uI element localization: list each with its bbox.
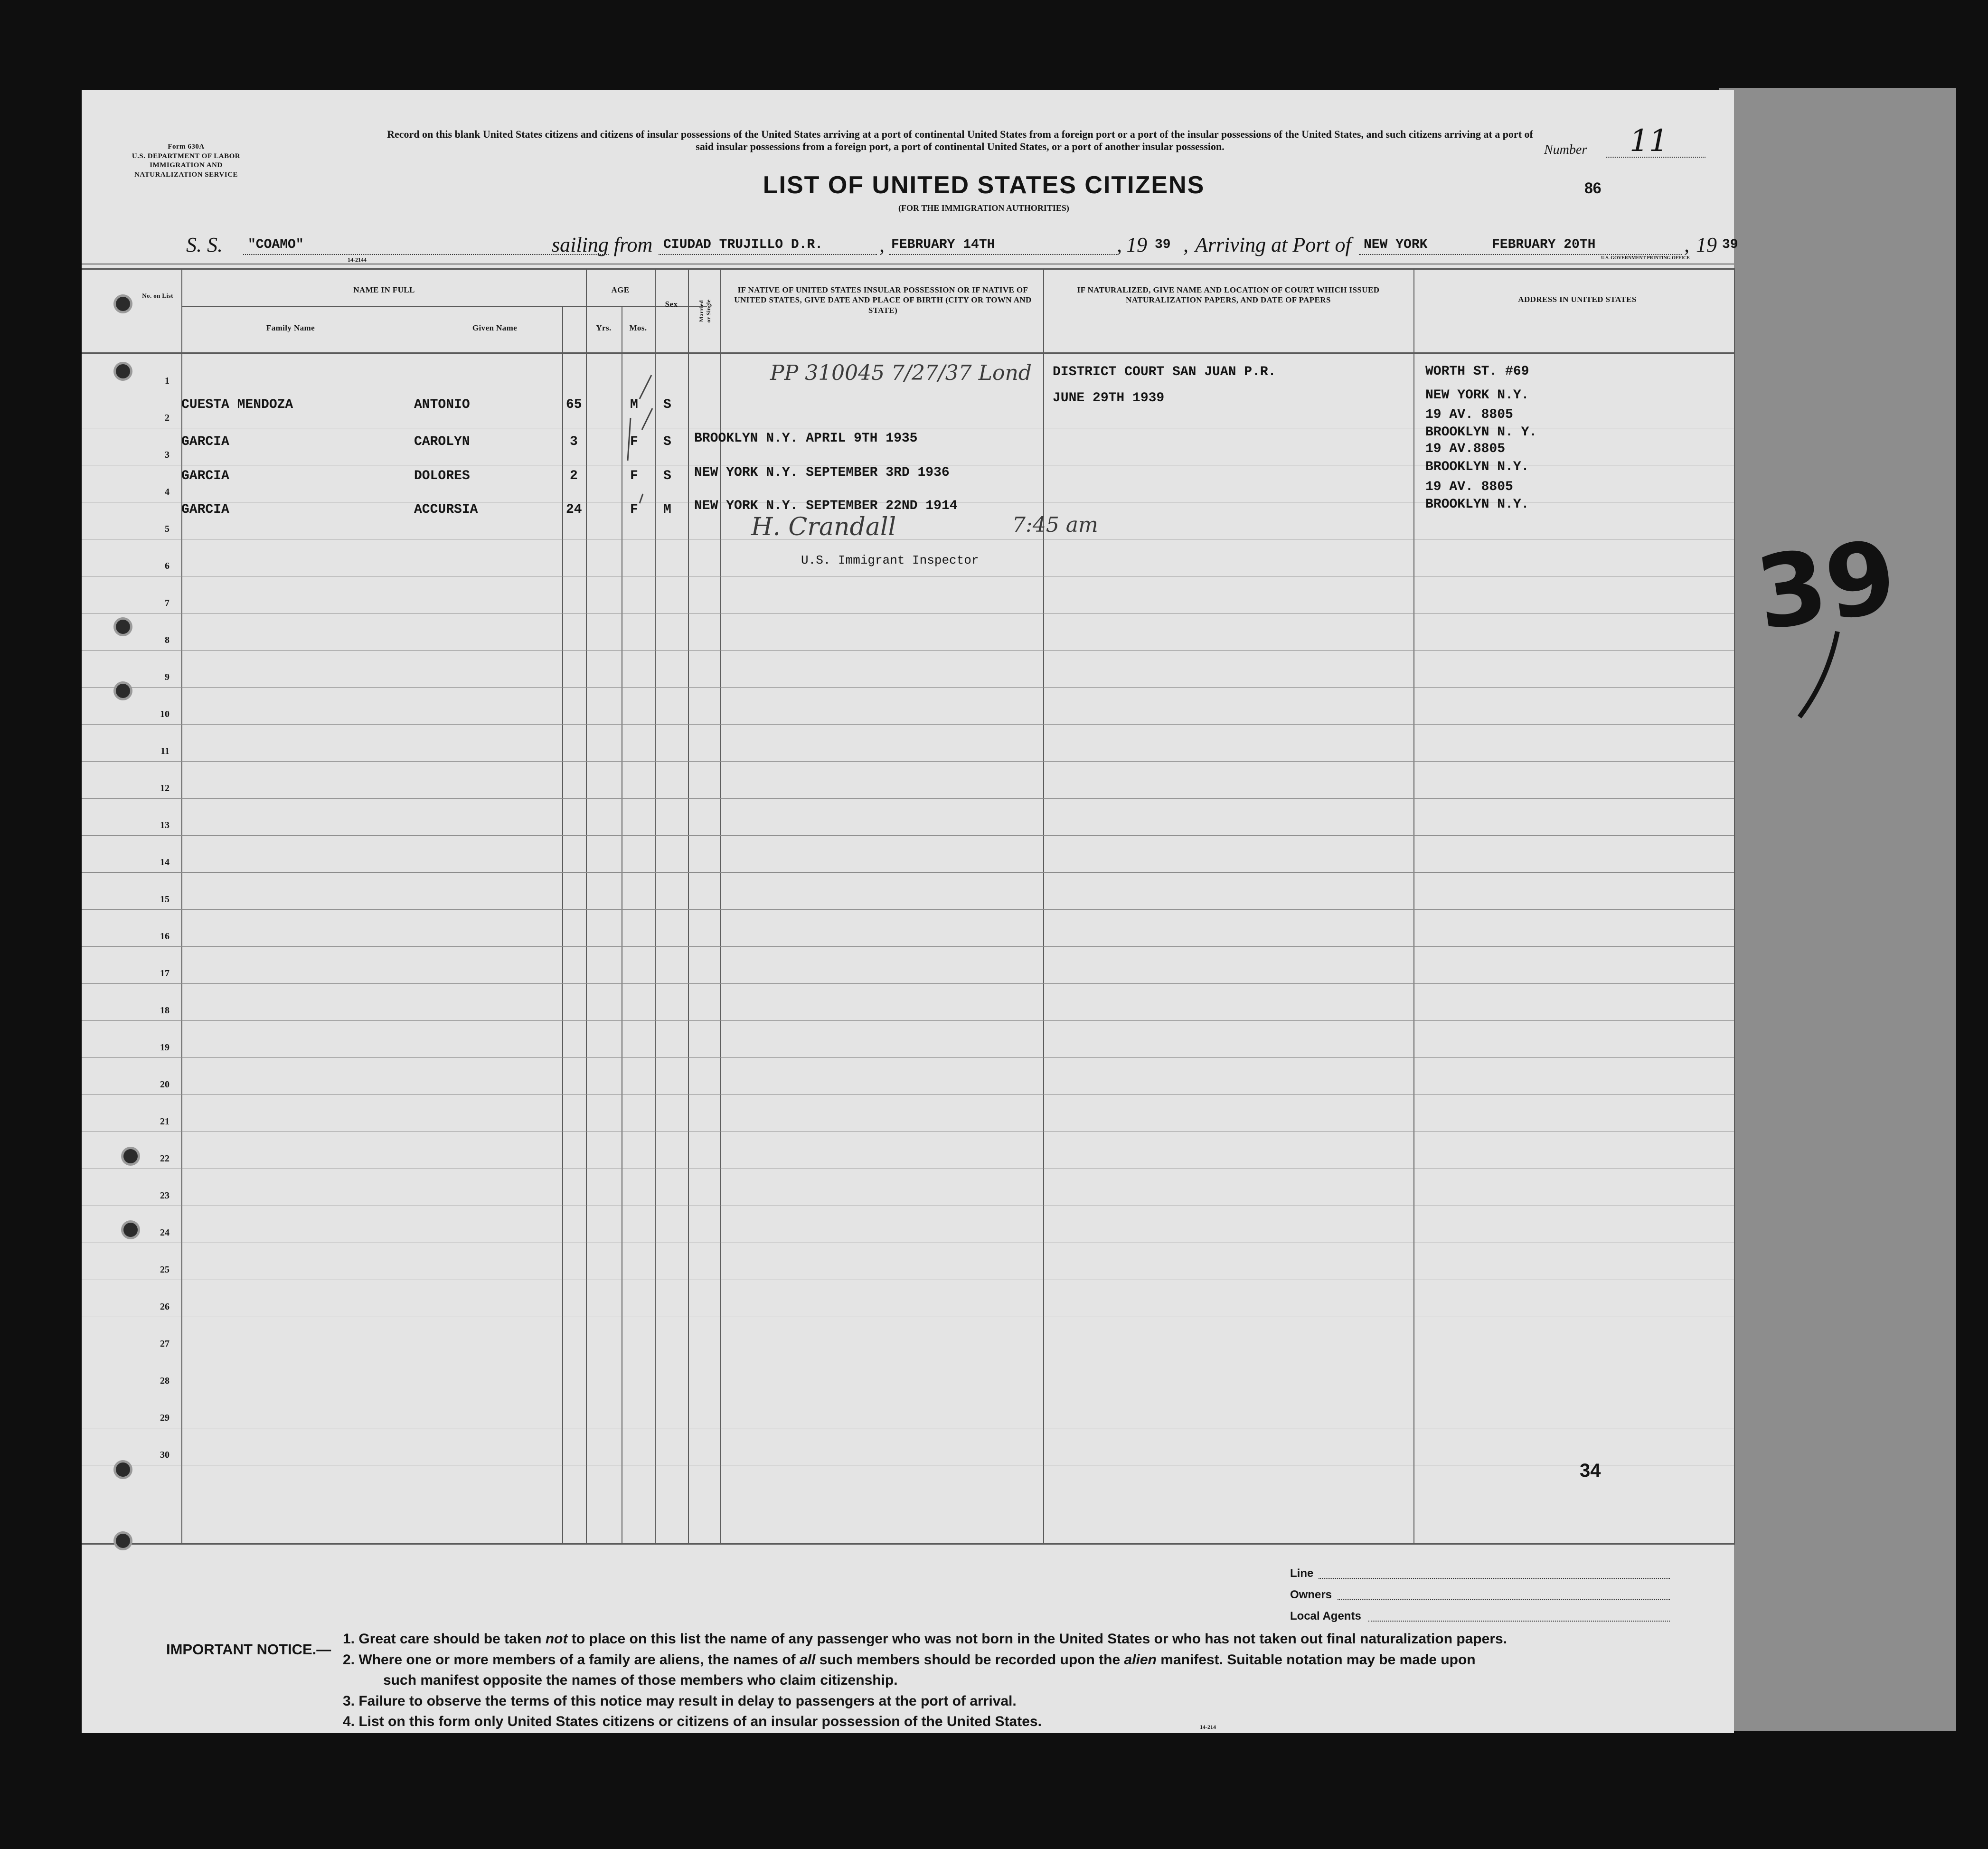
punch-hole — [116, 1534, 130, 1548]
comma: , — [879, 233, 885, 256]
col-divider-name-age — [586, 268, 587, 1545]
family-name: GARCIA — [181, 469, 229, 483]
row-number: 9 — [165, 672, 170, 682]
punch-hole — [123, 1223, 138, 1237]
hdr-no-on-list: No. on List — [142, 292, 173, 299]
naturalization-date: JUNE 29TH 1939 — [1053, 391, 1165, 406]
margin-number: 39 — [1749, 518, 1903, 653]
row-number: 5 — [165, 524, 170, 534]
form-id-line: NATURALIZATION SERVICE — [134, 170, 238, 179]
address-city: BROOKLYN N.Y. — [1425, 497, 1529, 512]
table-top-rule — [82, 268, 1734, 270]
row-number: 10 — [160, 709, 170, 719]
page-tally: 34 — [1580, 1460, 1601, 1481]
notice-heading: IMPORTANT NOTICE.— — [166, 1641, 331, 1658]
marital-status: S — [663, 434, 671, 449]
number-label: Number — [1544, 142, 1587, 157]
page-title: LIST OF UNITED STATES CITIZENS — [763, 171, 1205, 199]
form-code: 14-2144 — [348, 256, 367, 263]
sailing-from: CIUDAD TRUJILLO D.R. — [663, 237, 823, 252]
family-name: GARCIA — [181, 502, 229, 517]
line-label: Line — [1290, 1567, 1314, 1580]
footer-form-code: 14-214 — [1200, 1724, 1216, 1730]
notice-text: such members should be recorded upon the — [815, 1651, 1124, 1668]
age-years: 24 — [566, 502, 582, 517]
hdr-given-name: Given Name — [472, 323, 518, 332]
comma: , — [1183, 233, 1188, 256]
marital-status: S — [663, 397, 671, 412]
printing-office: U.S. GOVERNMENT PRINTING OFFICE — [1601, 255, 1690, 261]
sex: F — [630, 469, 638, 483]
row-rule — [82, 983, 1734, 984]
sailing-from-underline — [659, 254, 877, 255]
arrival-underline — [1359, 254, 1682, 255]
notice-item-1 — [343, 1629, 1729, 1650]
row-number: 30 — [160, 1450, 170, 1460]
row-number: 22 — [160, 1153, 170, 1164]
notice-emphasis: alien — [1124, 1651, 1157, 1668]
notice-item-3: 3. Failure to observe the terms of this notice may result in delay to passengers at the port of arrival. — [343, 1693, 1017, 1709]
margin-number-stroke — [1795, 627, 1852, 722]
row-number: 23 — [160, 1190, 170, 1201]
age-years: 65 — [566, 397, 582, 412]
given-name: CAROLYN — [414, 434, 470, 449]
given-name: ACCURSIA — [414, 502, 478, 517]
row-rule — [82, 650, 1734, 651]
col-divider-right — [1734, 268, 1735, 1545]
hdr-age: AGE — [611, 285, 630, 294]
notice-emphasis: all — [800, 1651, 816, 1668]
page-subtitle: (FOR THE IMMIGRATION AUTHORITIES) — [898, 203, 1069, 213]
notice-body — [343, 1629, 1729, 1732]
sailing-from-label: sailing from — [552, 233, 653, 256]
row-number: 15 — [160, 894, 170, 905]
family-name: CUESTA MENDOZA — [181, 397, 293, 412]
record-instruction: Record on this blank United States citizens and citizens of insular possessions of the United States arriving at a port of continental United States from a foreign port or a port of the insular possessions of the United States, and such citizens arriving at a port of said insular possessions from a foreign port, a port of continental United States, or a port of another insular possession. — [387, 128, 1533, 153]
manifest-page — [82, 90, 1738, 1733]
owners-label: Owners — [1290, 1588, 1332, 1601]
hdr-name-in-full: NAME IN FULL — [353, 285, 415, 294]
address-city: BROOKLYN N. Y. — [1425, 425, 1537, 440]
inspector-title: U.S. Immigrant Inspector — [801, 553, 979, 567]
col-divider-family — [562, 306, 563, 1545]
row-number: 27 — [160, 1339, 170, 1349]
table-bottom-rule — [82, 1543, 1734, 1545]
row-rule — [82, 724, 1734, 725]
given-name: ANTONIO — [414, 397, 470, 412]
notice-item-2 — [343, 1650, 1729, 1670]
notice-item-2-cont: such manifest opposite the names of those members who claim citizenship. — [383, 1672, 898, 1688]
birth-info: NEW YORK N.Y. SEPTEMBER 3RD 1936 — [694, 465, 950, 480]
marital-status: M — [663, 502, 671, 517]
hdr-family-name: Family Name — [266, 323, 315, 332]
ss-label: S. S. — [186, 233, 223, 256]
hdr-address: ADDRESS IN UNITED STATES — [1518, 295, 1637, 304]
local-agents-label: Local Agents — [1290, 1610, 1361, 1623]
age-years: 2 — [570, 469, 578, 483]
row-number: 26 — [160, 1302, 170, 1312]
inspector-time: 7:45 am — [1012, 513, 1098, 537]
form-id-line: U.S. DEPARTMENT OF LABOR — [132, 152, 241, 160]
inspector-signature: H. Crandall — [751, 513, 896, 541]
row-rule — [82, 835, 1734, 836]
sail-year-prefix: 19 — [1126, 233, 1147, 256]
hdr-naturalized-info: IF NATURALIZED, GIVE NAME AND LOCATION OF COURT WHICH ISSUED NATURALIZATION PAPERS, AND DATE OF PAPERS — [1077, 285, 1380, 305]
age-tick-marks — [613, 356, 727, 527]
arrival-year: 39 — [1722, 237, 1738, 252]
address-street: 19 AV. 8805 — [1425, 407, 1513, 422]
hdr-native-info: IF NATIVE OF UNITED STATES INSULAR POSSESSION OR IF NATIVE OF UNITED STATES, GIVE DATE AND PLACE OF BIRTH (CITY OR TOWN AND STATE) — [734, 285, 1032, 315]
list-number: 11 — [1630, 123, 1668, 159]
notice-text: manifest. Suitable notation may be made upon — [1156, 1651, 1476, 1668]
punch-hole — [116, 1462, 130, 1477]
row-number: 8 — [165, 635, 170, 645]
row-number: 11 — [160, 746, 170, 756]
line-underline — [1319, 1578, 1670, 1579]
sex: F — [630, 434, 638, 449]
marital-status: S — [663, 469, 671, 483]
row-rule — [82, 1094, 1734, 1095]
ship-name: "COAMO" — [248, 237, 304, 252]
notice-text: to place on this list the name of any passenger who was not born in the United States or who has not taken out final naturalization papers. — [567, 1631, 1507, 1647]
punch-hole — [116, 684, 130, 698]
hdr-mos: Mos. — [629, 323, 647, 332]
row-rule — [82, 687, 1734, 688]
sail-date: FEBRUARY 14TH — [891, 237, 995, 252]
notice-item-4 — [343, 1711, 1729, 1732]
row-number: 13 — [160, 820, 170, 830]
row-number: 4 — [165, 487, 170, 497]
row-number: 16 — [160, 931, 170, 942]
col-divider-native — [1043, 268, 1044, 1545]
address-street: WORTH ST. #69 — [1425, 364, 1529, 379]
row-number: 21 — [160, 1116, 170, 1127]
row-number: 3 — [165, 450, 170, 460]
row-number: 25 — [160, 1264, 170, 1275]
arrival-year-prefix: 19 — [1696, 233, 1717, 256]
row-rule — [82, 872, 1734, 873]
row-number: 29 — [160, 1413, 170, 1423]
hdr-sex: Sex — [665, 300, 678, 309]
comma: , — [1117, 233, 1122, 256]
notice-text: 2. Where one or more members of a family are aliens, the names of — [343, 1651, 800, 1668]
row-number: 12 — [160, 783, 170, 793]
address-city: NEW YORK N.Y. — [1425, 388, 1529, 403]
notice-text: 4. List on this form only United States citizens or citizens of an insular possession of the United States. — [343, 1714, 1042, 1729]
address-street: 19 AV.8805 — [1425, 442, 1506, 456]
comma: , — [1684, 233, 1689, 256]
family-name: GARCIA — [181, 434, 229, 449]
notice-text: 1. Great care should be taken — [343, 1631, 546, 1647]
row-number: 1 — [165, 376, 170, 386]
row-number: 19 — [160, 1042, 170, 1053]
agents-underline — [1368, 1621, 1670, 1622]
form-id-line: Form 630A — [168, 143, 205, 151]
age-years: 3 — [570, 434, 578, 449]
punch-hole — [123, 1149, 138, 1163]
arrival-port: NEW YORK — [1364, 237, 1428, 252]
row-number: 2 — [165, 413, 170, 423]
name-age-divider — [182, 306, 707, 307]
birth-info: NEW YORK N.Y. SEPTEMBER 22ND 1914 — [694, 499, 958, 513]
row-number: 17 — [160, 968, 170, 979]
sex: M — [630, 397, 638, 412]
notice-emphasis: not — [545, 1631, 568, 1647]
passport-note: PP 310045 7/27/37 Lond — [770, 361, 1032, 385]
row-rule — [82, 1057, 1734, 1058]
row-rule — [82, 909, 1734, 910]
punch-hole — [116, 297, 130, 311]
address-street: 19 AV. 8805 — [1425, 480, 1513, 494]
col-divider-naturalized — [1413, 268, 1414, 1545]
owners-underline — [1338, 1599, 1670, 1600]
birth-info: BROOKLYN N.Y. APRIL 9TH 1935 — [694, 431, 918, 446]
form-id-block — [124, 142, 248, 179]
sail-date-underline — [889, 254, 1117, 255]
row-number: 6 — [165, 561, 170, 571]
form-id-line: IMMIGRATION AND — [150, 161, 223, 169]
given-name: DOLORES — [414, 469, 470, 483]
stamp-number: 86 — [1584, 179, 1602, 197]
punch-hole — [116, 620, 130, 634]
row-rule — [82, 761, 1734, 762]
row-number: 20 — [160, 1079, 170, 1090]
sail-year: 39 — [1155, 237, 1171, 252]
row-number: 28 — [160, 1376, 170, 1386]
hdr-yrs: Yrs. — [596, 323, 612, 332]
row-number: 14 — [160, 857, 170, 868]
header-bottom-rule — [82, 352, 1734, 354]
sex: F — [630, 502, 638, 517]
col-divider-no — [181, 268, 182, 1545]
row-rule — [82, 1020, 1734, 1021]
row-rule — [82, 798, 1734, 799]
arrival-date: FEBRUARY 20TH — [1492, 237, 1596, 252]
row-rule — [82, 946, 1734, 947]
hdr-married-or-single: Married or Single — [698, 299, 712, 323]
row-number: 7 — [165, 598, 170, 608]
row-number: 24 — [160, 1227, 170, 1238]
address-city: BROOKLYN N.Y. — [1425, 460, 1529, 474]
backing-sheet — [1719, 88, 1956, 1731]
naturalization-court: DISTRICT COURT SAN JUAN P.R. — [1053, 365, 1276, 379]
arriving-label: Arriving at Port of — [1195, 233, 1351, 256]
row-number: 18 — [160, 1005, 170, 1016]
punch-hole — [116, 364, 130, 378]
